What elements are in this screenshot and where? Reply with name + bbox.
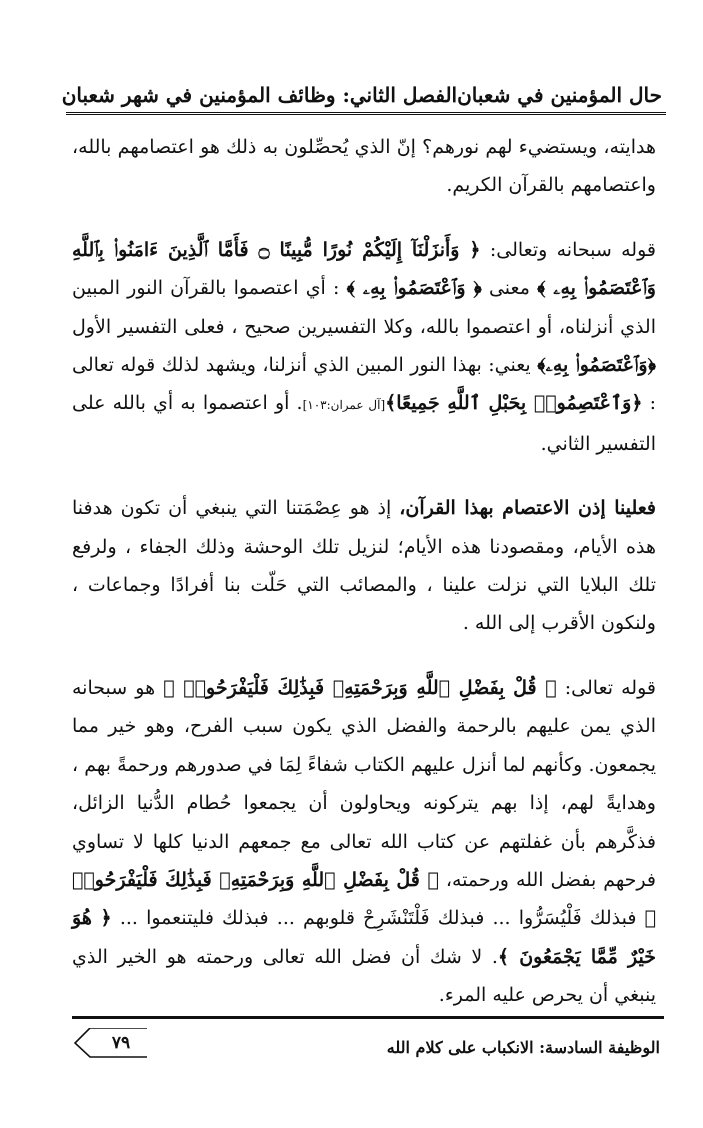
footer-rule xyxy=(72,1016,664,1019)
body-text xyxy=(72,128,656,1015)
paragraph-text: إذ هو عِصْمَتنا التي ينبغي أن تكون هدفنا هذه الأيام، ومقصودنا هذه الأيام؛ لنزيل تلك الوحشة وذلك الجفاء ، ولرفع تلك البلايا التي نزلت علينا ، والمصائب التي حَلّت بنا أفرادًا وجماعات ، ولنكون الأقرب إلى الله . xyxy=(72,497,656,635)
quran-verse: ﴿ قُلْ بِفَضْلِ ٱللَّهِ وَبِرَحْمَتِهِۦ فَبِذَٰلِكَ فَلْيَفْرَحُوا۟ ﴾ xyxy=(163,676,557,699)
bold-lead-text: فعلينا إذن الاعتصام بهذا القرآن، xyxy=(399,497,656,520)
paragraph-text: يعني: بهذا النور المبين الذي أنزلنا، ويشهد لذلك قوله تعالى : xyxy=(72,354,656,415)
header-rule xyxy=(66,112,666,115)
quran-verse: ﴿ وَأَنزَلْنَآ إِلَيْكُمْ نُورًا مُّبِينًا ۝ فَأَمَّا ٱلَّذِينَ ءَامَنُوا۟ بِٱللَّهِ وَٱعْتَصَمُوا۟ بِهِۦ ﴾ xyxy=(72,238,656,300)
page-number-tab xyxy=(74,1028,148,1058)
running-header xyxy=(61,72,662,108)
paragraph-text: معنى xyxy=(481,277,538,300)
book-title: حال المؤمنين في شعبان xyxy=(457,83,662,107)
page-number: ٧٩ xyxy=(111,1033,131,1053)
quran-verse: ﴿ قُلْ بِفَضْلِ ٱللَّهِ وَبِرَحْمَتِهِۦ فَبِذَٰلِكَ فَلْيَفْرَحُوا۟ ﴾ xyxy=(72,868,656,930)
paragraph xyxy=(72,669,656,1015)
paragraph xyxy=(72,128,656,205)
paragraph-text: هو سبحانه الذي يمن عليهم بالرحمة والفضل الذي يكون سبب الفرح، وهو خير مما يجمعون. وكأنهم لما أنزل عليهم الكتاب شفاءً لِمَا في صدورهم ورحمةً بهم ، وهدايةً لهم، إذا بهم يتركونه ويحاولون أن يجمعوا حُطام الدُّنيا الزائل، فذكَّرهم بأن غفلتهم عن كتاب الله تعالى مع جمعهم الدنيا كلها لا تساوي فرحهم بفضل الله ورحمته، xyxy=(72,676,656,891)
quran-verse: ﴿وَٱعْتَصَمُوا۟ بِهِۦ﴾ xyxy=(537,354,656,377)
quran-verse: ﴿ هُوَ خَيْرٌ مِّمَّا يَجْمَعُونَ ﴾ xyxy=(72,907,656,968)
paragraph xyxy=(72,489,656,643)
paragraph-text: . أو اعتصموا به أي بالله على التفسير الثاني. xyxy=(72,392,656,455)
quran-verse: ﴿ وَٱعْتَصَمُوا۟ بِهِۦ ﴾ xyxy=(346,277,482,300)
paragraph-text: . لا شك أن فضل الله تعالى ورحمته هو الخير الذي ينبغي أن يحرص عليه المرء. xyxy=(72,945,656,1007)
chapter-title: الفصل الثاني: وظائف المؤمنين في شهر شعبان xyxy=(61,83,458,107)
verse-reference: [آل عمران:١٠٣] xyxy=(302,398,386,413)
paragraph-text: قوله تعالى: xyxy=(556,676,656,699)
paragraph xyxy=(72,231,656,463)
paragraph-text: قوله سبحانه وتعالى: xyxy=(480,238,656,261)
footer-section-title: الوظيفة السادسة: الانكباب على كلام الله xyxy=(386,1038,660,1057)
paragraph-text: فبذلك فَلْيُسَرُّوا ... فبذلك فَلْتَنْشَرِحْ قلوبهم ... فبذلك فليتنعموا ... xyxy=(111,907,645,930)
quran-verse: ﴿وَٱعْتَصِمُوا۟ بِحَبْلِ ٱللَّهِ جَمِيعًا﴾ xyxy=(385,392,643,415)
paragraph-text: : أي اعتصموا بالقرآن النور المبين الذي أنزلناه، أو اعتصموا بالله، وكلا التفسيرين صحيح ، فعلى التفسير الأول xyxy=(72,277,656,338)
paragraph-text: هدايته، ويستضيء لهم نورهم؟ إنّ الذي يُحصِّلون به ذلك هو اعتصامهم بالله، واعتصامهم بالقرآن الكريم. xyxy=(72,136,656,197)
